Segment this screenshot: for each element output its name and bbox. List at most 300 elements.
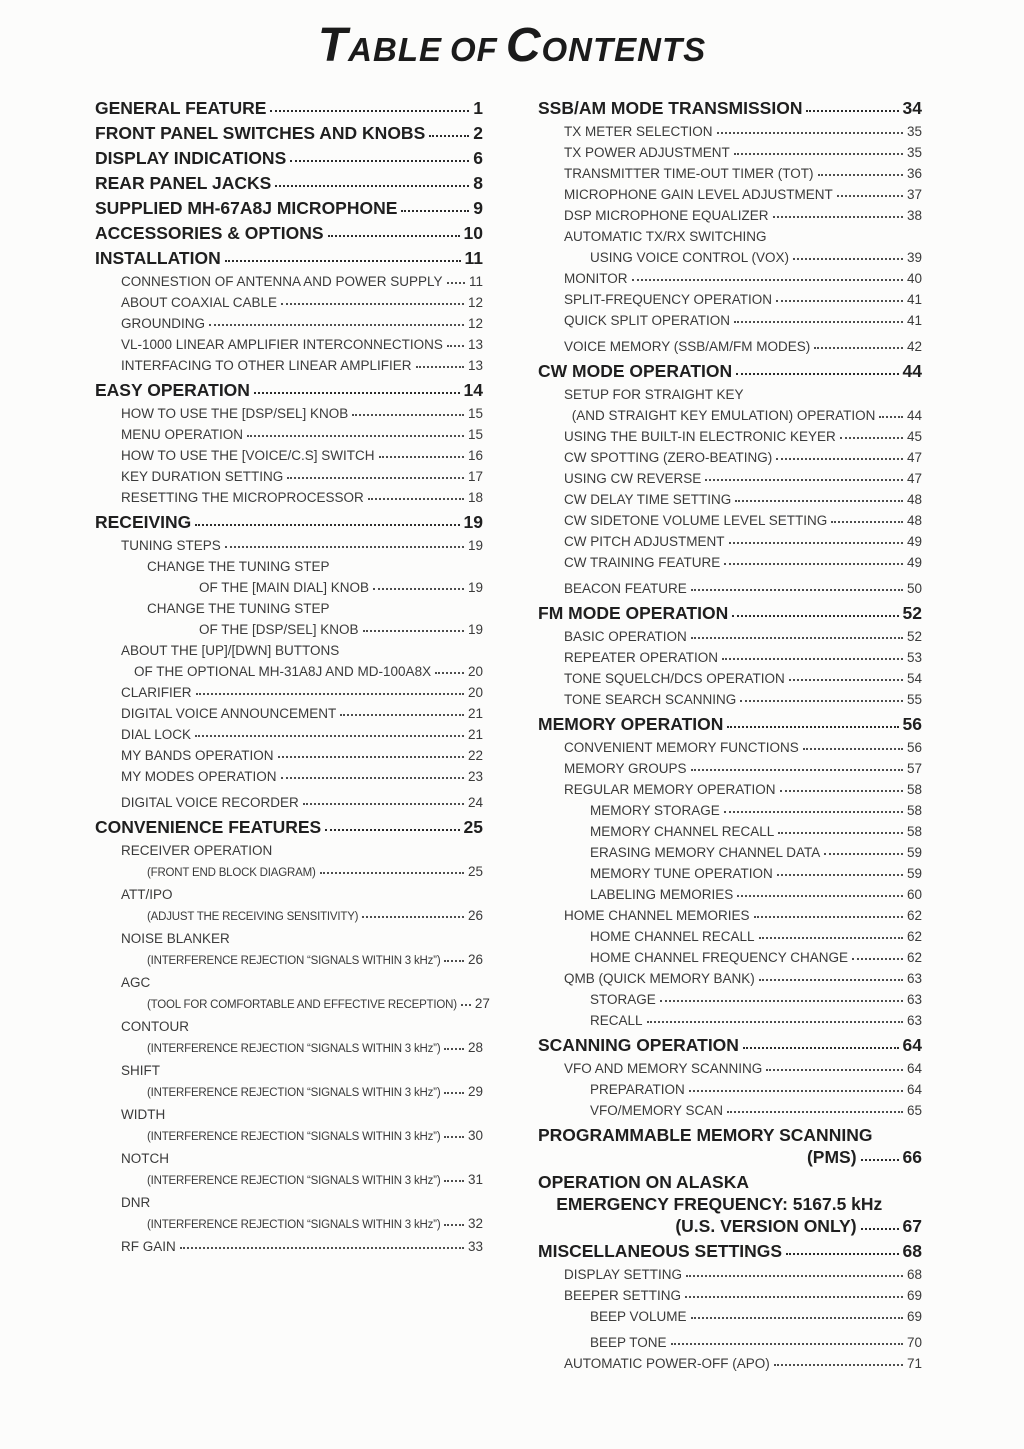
toc-line xyxy=(538,489,922,510)
toc-line xyxy=(538,97,922,119)
toc-line xyxy=(538,268,922,289)
toc-entry xyxy=(95,271,483,292)
page-number: 39 xyxy=(906,250,922,265)
toc-line xyxy=(95,1169,483,1192)
toc-item-label: INTERFACING TO OTHER LINEAR AMPLIFIER xyxy=(121,358,412,373)
toc-item-label: ACCESSORIES & OPTIONS xyxy=(95,223,324,243)
toc-item-label: CW TRAINING FEATURE xyxy=(564,555,721,570)
toc-line xyxy=(538,1100,922,1121)
toc-line xyxy=(538,360,922,382)
toc-line xyxy=(538,1306,922,1327)
page-number: 64 xyxy=(902,1035,922,1055)
toc-item-label: CONTOUR xyxy=(121,1019,190,1034)
page-number: 69 xyxy=(906,1309,922,1324)
dot-leader xyxy=(737,895,903,897)
toc-item-label: HOW TO USE THE [VOICE/C.S] SWITCH xyxy=(121,448,375,463)
dot-leader xyxy=(759,979,903,981)
toc-line xyxy=(538,668,922,689)
toc-item-label: FM MODE OPERATION xyxy=(538,603,729,623)
toc-line xyxy=(538,205,922,226)
toc-line xyxy=(95,816,483,838)
toc-entry xyxy=(538,310,922,331)
toc-line xyxy=(538,647,922,668)
toc-line xyxy=(95,1148,483,1169)
toc-entry xyxy=(538,626,922,647)
dot-leader xyxy=(303,803,464,805)
page-number: 26 xyxy=(467,952,483,967)
toc-line xyxy=(538,947,922,968)
dot-leader xyxy=(780,790,903,792)
toc-item-label: SUPPLIED MH-67A8J MICROPHONE xyxy=(95,198,398,218)
toc-line xyxy=(95,1236,483,1257)
toc-line xyxy=(95,334,483,355)
dot-leader xyxy=(362,916,464,918)
toc-entry xyxy=(538,1306,922,1327)
page-number: 42 xyxy=(906,339,922,354)
toc-entry xyxy=(538,821,922,842)
page-number: 40 xyxy=(906,271,922,286)
toc-item-label: OPERATION ON ALASKA xyxy=(538,1172,749,1192)
toc-item-label: REPEATER OPERATION xyxy=(564,650,719,665)
toc-line xyxy=(95,271,483,292)
toc-entry xyxy=(95,379,483,401)
toc-entry xyxy=(95,424,483,445)
dot-leader xyxy=(778,832,903,834)
dot-leader xyxy=(416,366,464,368)
dot-leader xyxy=(691,769,903,771)
dot-leader xyxy=(861,1159,899,1161)
toc-item-label: HOW TO USE THE [DSP/SEL] KNOB xyxy=(121,406,349,421)
page-number: 71 xyxy=(906,1356,922,1371)
toc-entry xyxy=(95,1236,483,1257)
toc-item-label: LABELING MEMORIES xyxy=(590,887,734,902)
toc-line xyxy=(538,1215,922,1237)
dot-leader xyxy=(340,714,464,716)
toc-item-label: CW DELAY TIME SETTING xyxy=(564,492,732,507)
page-number: 64 xyxy=(906,1061,922,1076)
toc-line xyxy=(95,598,483,619)
dot-leader xyxy=(254,392,460,394)
toc-item-label: PROGRAMMABLE MEMORY SCANNING xyxy=(538,1125,873,1145)
dot-leader xyxy=(320,872,464,874)
toc-line xyxy=(538,226,922,247)
toc-entry xyxy=(95,598,483,640)
toc-entry xyxy=(538,1240,922,1262)
dot-leader xyxy=(401,210,469,212)
toc-line xyxy=(95,466,483,487)
toc-line xyxy=(95,403,483,424)
dot-leader xyxy=(806,110,898,112)
page-number: 59 xyxy=(906,845,922,860)
toc-item-label: GROUNDING xyxy=(121,316,205,331)
toc-entry xyxy=(538,602,922,624)
toc-entry xyxy=(95,222,483,244)
toc-line xyxy=(538,602,922,624)
toc-item-label: USING CW REVERSE xyxy=(564,471,702,486)
toc-entry xyxy=(95,97,483,119)
toc-line xyxy=(538,289,922,310)
dot-leader xyxy=(840,437,903,439)
toc-line xyxy=(538,121,922,142)
page-number: 44 xyxy=(906,408,922,423)
toc-item-label: CONVENIENCE FEATURES xyxy=(95,817,322,837)
page-number: 50 xyxy=(906,581,922,596)
dot-leader xyxy=(352,414,464,416)
toc-entry xyxy=(538,863,922,884)
dot-leader xyxy=(660,1000,903,1002)
dot-leader xyxy=(774,1364,903,1366)
toc-line xyxy=(538,447,922,468)
page-number: 53 xyxy=(906,650,922,665)
toc-line xyxy=(95,292,483,313)
dot-leader xyxy=(444,1224,464,1226)
page-number: 35 xyxy=(906,145,922,160)
dot-leader xyxy=(447,345,464,347)
toc-line xyxy=(95,640,483,661)
toc-entry xyxy=(538,1100,922,1121)
toc-item-label: VFO/MEMORY SCAN xyxy=(590,1103,724,1118)
toc-line xyxy=(538,247,922,268)
toc-line xyxy=(95,1192,483,1213)
toc-item-label: OF THE OPTIONAL MH-31A8J AND MD-100A8X xyxy=(134,664,432,679)
toc-line xyxy=(538,968,922,989)
toc-line xyxy=(95,122,483,144)
toc-item-label: MENU OPERATION xyxy=(121,427,244,442)
toc-line xyxy=(538,689,922,710)
page-number: 33 xyxy=(467,1239,483,1254)
toc-entry xyxy=(538,689,922,710)
dot-leader xyxy=(287,477,464,479)
toc-entry xyxy=(538,779,922,800)
toc-item-label: RF GAIN xyxy=(121,1239,176,1254)
toc-line xyxy=(538,310,922,331)
dot-leader xyxy=(786,1253,898,1255)
toc-item-label: BEEPER SETTING xyxy=(564,1288,682,1303)
toc-entry xyxy=(95,640,483,682)
toc-entry xyxy=(538,552,922,573)
toc-item-label: SSB/AM MODE TRANSMISSION xyxy=(538,98,803,118)
toc-entry xyxy=(95,535,483,556)
toc-line xyxy=(95,147,483,169)
dot-leader xyxy=(290,160,469,162)
toc-line xyxy=(95,1016,483,1037)
page-number: 56 xyxy=(906,740,922,755)
dot-leader xyxy=(776,458,903,460)
toc-item-label: TRANSMITTER TIME-OUT TIMER (TOT) xyxy=(564,166,814,181)
toc-entry xyxy=(538,1124,922,1168)
toc-line xyxy=(95,928,483,949)
toc-item-label: HOME CHANNEL MEMORIES xyxy=(564,908,750,923)
page-number: 49 xyxy=(906,555,922,570)
dot-leader xyxy=(879,416,903,418)
toc-item-label: VOICE MEMORY (SSB/AM/FM MODES) xyxy=(564,339,811,354)
toc-item-label: CHANGE THE TUNING STEP xyxy=(147,559,330,574)
toc-item-label: ABOUT COAXIAL CABLE xyxy=(121,295,278,310)
toc-item-label: VL-1000 LINEAR AMPLIFIER INTERCONNECTIONS xyxy=(121,337,443,352)
page-number: 21 xyxy=(467,727,483,742)
toc-entry xyxy=(538,713,922,735)
toc-line xyxy=(538,163,922,184)
toc-line xyxy=(538,737,922,758)
dot-leader xyxy=(325,829,459,831)
toc-line xyxy=(95,792,483,813)
dot-leader xyxy=(447,282,465,284)
toc-entry xyxy=(538,289,922,310)
toc-line xyxy=(538,184,922,205)
dot-leader xyxy=(754,916,903,918)
toc-entry xyxy=(538,1171,922,1237)
dot-leader xyxy=(671,1343,903,1345)
toc-item-label: CONVENIENT MEMORY FUNCTIONS xyxy=(564,740,799,755)
toc-entry xyxy=(95,466,483,487)
toc-entry xyxy=(95,556,483,598)
toc-entry xyxy=(95,445,483,466)
toc-entry xyxy=(538,163,922,184)
toc-item-label: USING VOICE CONTROL (VOX) xyxy=(590,250,790,265)
dot-leader xyxy=(766,1069,903,1071)
toc-item-label: ATT/IPO xyxy=(121,887,173,902)
page-number: 22 xyxy=(467,748,483,763)
dot-leader xyxy=(773,216,903,218)
page-number: 2 xyxy=(473,123,483,143)
toc-item-label: ABOUT THE [UP]/[DWN] BUTTONS xyxy=(121,643,340,658)
page-number: 32 xyxy=(467,1216,483,1231)
toc-item-label: SHIFT xyxy=(121,1063,160,1078)
toc-entry xyxy=(538,510,922,531)
toc-entry xyxy=(95,840,483,884)
page-number: 35 xyxy=(906,124,922,139)
dot-leader xyxy=(729,542,903,544)
page-number: 65 xyxy=(906,1103,922,1118)
toc-item-label: OF THE [DSP/SEL] KNOB xyxy=(199,622,359,637)
dot-leader xyxy=(373,588,464,590)
page-number: 63 xyxy=(906,1013,922,1028)
page-number: 6 xyxy=(473,148,483,168)
dot-leader xyxy=(435,672,464,674)
toc-entry xyxy=(95,745,483,766)
dot-leader xyxy=(444,1180,464,1182)
toc-line xyxy=(95,840,483,861)
toc-entry xyxy=(538,426,922,447)
toc-item-label: REAR PANEL JACKS xyxy=(95,173,272,193)
toc-entry xyxy=(95,292,483,313)
page-number: 15 xyxy=(467,427,483,442)
toc-item-label: EMERGENCY FREQUENCY: 5167.5 kHz xyxy=(556,1194,883,1214)
toc-entry xyxy=(95,197,483,219)
page-number: 66 xyxy=(902,1147,922,1167)
toc-item-label: (INTERFERENCE REJECTION “SIGNALS WITHIN 3 kHz”) xyxy=(147,1219,441,1231)
page-number: 17 xyxy=(467,469,483,484)
page-number: 31 xyxy=(467,1172,483,1187)
page-number: 62 xyxy=(906,908,922,923)
toc-item-label: CW SIDETONE VOLUME LEVEL SETTING xyxy=(564,513,828,528)
dot-leader xyxy=(691,1317,903,1319)
page-number: 49 xyxy=(906,534,922,549)
page-number: 70 xyxy=(906,1335,922,1350)
toc-line xyxy=(538,758,922,779)
dot-leader xyxy=(814,347,903,349)
dot-leader xyxy=(195,524,459,526)
toc-entry xyxy=(95,511,483,533)
toc-item-label: BEEP VOLUME xyxy=(590,1309,687,1324)
dot-leader xyxy=(776,300,903,302)
toc-entry xyxy=(95,334,483,355)
dot-leader xyxy=(705,479,903,481)
toc-line xyxy=(95,535,483,556)
page-number: 62 xyxy=(906,950,922,965)
dot-leader xyxy=(743,1047,899,1049)
toc-line xyxy=(538,468,922,489)
page-number: 30 xyxy=(467,1128,483,1143)
toc-item-label: TONE SEARCH SCANNING xyxy=(564,692,737,707)
toc-entry xyxy=(538,336,922,357)
toc-line xyxy=(538,1010,922,1031)
page-number: 41 xyxy=(906,313,922,328)
page-number: 18 xyxy=(467,490,483,505)
toc-item-label: MISCELLANEOUS SETTINGS xyxy=(538,1241,783,1261)
toc-line xyxy=(95,884,483,905)
toc-item-label: DNR xyxy=(121,1195,151,1210)
toc-line xyxy=(538,1353,922,1374)
page-number: 68 xyxy=(902,1241,922,1261)
toc-item-label: MEMORY TUNE OPERATION xyxy=(590,866,773,881)
dot-leader xyxy=(734,153,903,155)
dot-leader xyxy=(379,456,464,458)
page-number: 48 xyxy=(906,492,922,507)
toc-item-label: (AND STRAIGHT KEY EMULATION) OPERATION xyxy=(571,408,876,423)
page-number: 67 xyxy=(902,1216,922,1236)
page-number: 25 xyxy=(463,817,483,837)
toc-item-label: PREPARATION xyxy=(590,1082,685,1097)
title-initial-t: T xyxy=(317,19,349,72)
toc-entry xyxy=(538,947,922,968)
dot-leader xyxy=(270,110,469,112)
toc-line xyxy=(95,766,483,787)
dot-leader xyxy=(196,693,464,695)
toc-line xyxy=(538,578,922,599)
toc-item-label: (INTERFERENCE REJECTION “SIGNALS WITHIN 3 kHz”) xyxy=(147,1131,441,1143)
toc-item-label: GENERAL FEATURE xyxy=(95,98,267,118)
toc-line xyxy=(538,1146,922,1168)
toc-item-label: MY MODES OPERATION xyxy=(121,769,277,784)
page-number: 58 xyxy=(906,782,922,797)
page-number: 8 xyxy=(473,173,483,193)
title-word-ontents: ONTENTS xyxy=(541,31,707,68)
page-number: 58 xyxy=(906,803,922,818)
toc-column-right xyxy=(538,97,922,1374)
toc-entry xyxy=(538,531,922,552)
toc-item-label: DIAL LOCK xyxy=(121,727,192,742)
dot-leader xyxy=(740,700,903,702)
dot-leader xyxy=(461,1004,471,1006)
page-number: 11 xyxy=(468,274,483,289)
toc-item-label: FRONT PANEL SWITCHES AND KNOBS xyxy=(95,123,426,143)
title-word-of: OF xyxy=(450,31,498,68)
toc-line xyxy=(95,313,483,334)
toc-line xyxy=(95,172,483,194)
toc-entry xyxy=(538,1010,922,1031)
toc-item-label: BEEP TONE xyxy=(590,1335,667,1350)
toc-entry xyxy=(538,205,922,226)
toc-entry xyxy=(538,968,922,989)
page-number: 20 xyxy=(467,664,483,679)
toc-entry xyxy=(95,355,483,376)
toc-line xyxy=(95,1081,483,1104)
toc-entry xyxy=(538,489,922,510)
dot-leader xyxy=(734,321,903,323)
toc-line xyxy=(95,577,483,598)
toc-item-label: NOISE BLANKER xyxy=(121,931,230,946)
toc-line xyxy=(538,1332,922,1353)
toc-line xyxy=(95,1104,483,1125)
page-number: 14 xyxy=(463,380,483,400)
toc-line xyxy=(95,97,483,119)
toc-item-label: AUTOMATIC POWER-OFF (APO) xyxy=(564,1356,770,1371)
toc-line xyxy=(95,724,483,745)
toc-entry xyxy=(95,816,483,838)
toc-line xyxy=(538,713,922,735)
dot-leader xyxy=(727,726,898,728)
toc-entry xyxy=(95,247,483,269)
toc-entry xyxy=(95,703,483,724)
toc-item-label: (TOOL FOR COMFORTABLE AND EFFECTIVE RECEPTION) xyxy=(147,999,457,1011)
toc-item-label: TONE SQUELCH/DCS OPERATION xyxy=(564,671,785,686)
toc-entry xyxy=(538,184,922,205)
page-number: 47 xyxy=(906,450,922,465)
page-number: 23 xyxy=(467,769,483,784)
toc-line xyxy=(538,142,922,163)
toc-line xyxy=(538,989,922,1010)
dot-leader xyxy=(689,1090,903,1092)
toc-item-label: TX METER SELECTION xyxy=(564,124,713,139)
page-number: 56 xyxy=(902,714,922,734)
toc-item-label: (INTERFERENCE REJECTION “SIGNALS WITHIN 3 kHz”) xyxy=(147,955,441,967)
page-number: 12 xyxy=(467,316,483,331)
toc-line xyxy=(538,384,922,405)
toc-line xyxy=(538,863,922,884)
page-number: 45 xyxy=(906,429,922,444)
toc-entry xyxy=(95,172,483,194)
toc-entry xyxy=(538,668,922,689)
page-number: 38 xyxy=(906,208,922,223)
toc-line xyxy=(538,1193,922,1215)
dot-leader xyxy=(831,521,903,523)
dot-leader xyxy=(732,615,898,617)
toc-item-label: CW PITCH ADJUSTMENT xyxy=(564,534,725,549)
toc-line xyxy=(95,1037,483,1060)
dot-leader xyxy=(195,735,464,737)
dot-leader xyxy=(247,435,464,437)
dot-leader xyxy=(685,1296,903,1298)
toc-line xyxy=(95,222,483,244)
toc-item-label: MONITOR xyxy=(564,271,628,286)
toc-entry xyxy=(538,142,922,163)
toc-line xyxy=(538,926,922,947)
toc-item-label: HOME CHANNEL RECALL xyxy=(590,929,755,944)
dot-leader xyxy=(724,811,903,813)
toc-entry xyxy=(538,926,922,947)
dot-leader xyxy=(837,195,903,197)
toc-item-label: KEY DURATION SETTING xyxy=(121,469,284,484)
toc-entry xyxy=(95,1016,483,1060)
toc-entry xyxy=(538,384,922,426)
page-number: 19 xyxy=(467,580,483,595)
page-number: 26 xyxy=(467,908,483,923)
toc-line xyxy=(538,1034,922,1056)
page-number: 36 xyxy=(906,166,922,181)
toc-item-label: DIGITAL VOICE RECORDER xyxy=(121,795,299,810)
toc-item-label: (FRONT END BLOCK DIAGRAM) xyxy=(147,867,316,879)
